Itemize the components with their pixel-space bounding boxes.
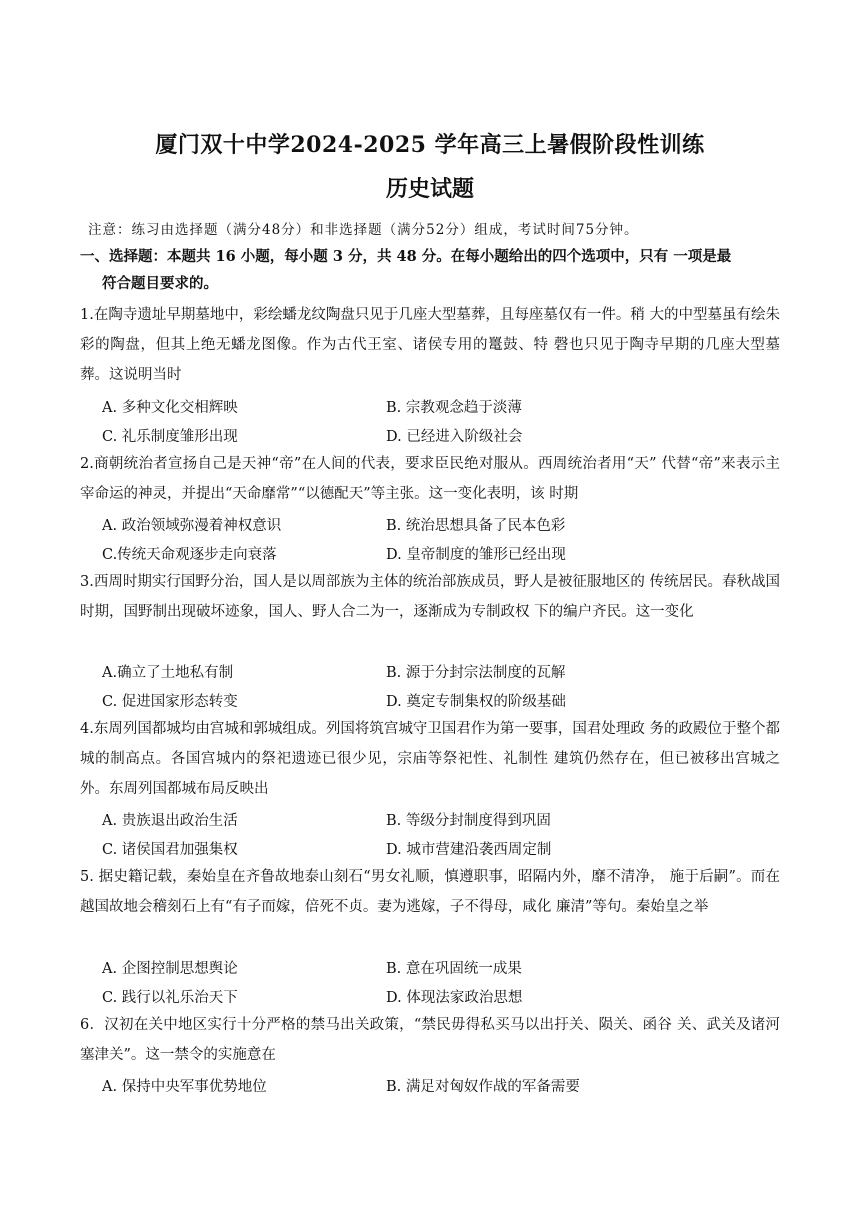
exam-title: 厦门双十中学2024-2025 学年高三上暑假阶段性训练: [155, 132, 705, 158]
q4-option-a: A. 贵族退出政治生活: [102, 813, 238, 829]
q5-option-b: B. 意在巩固统一成果: [386, 961, 522, 977]
q1-option-a: A. 多种文化交相辉映: [102, 400, 238, 416]
question-4: 4.东周列国都城均由宫城和郭城组成。列国将筑宫城守卫国君作为第一要事，国君处理政 务的政殿位于整个都城的制高点。各国宫城内的祭祀遗迹已很少见，宗庙等祭祀性、礼制性 建筑仍然存在，但已被移出宫城之外。东周列国都城布局反映出: [80, 721, 780, 797]
question-2: 2.商朝统治者宣扬自己是天神“帝”在人间的代表，要求臣民绝对服从。西周统治者用“天” 代替“帝”来表示主宰命运的神灵，并提出“天命靡常”“以德配天”等主张。这一变化表明，该 时期: [80, 456, 780, 502]
q3-option-c: C. 促进国家形态转变: [102, 694, 238, 710]
q3-option-d: D. 奠定专制集权的阶级基础: [386, 694, 566, 710]
section-heading-cont: 符合题目要求的。: [102, 275, 218, 292]
q4-option-d: D. 城市营建沿袭西周定制: [386, 842, 552, 858]
q6-option-a: A. 保持中央军事优势地位: [102, 1079, 267, 1095]
q2-option-d: D. 皇帝制度的雏形已经出现: [386, 547, 566, 563]
question-6: 6．汉初在关中地区实行十分严格的禁马出关政策，“禁民毋得私买马以出扜关、陨关、函谷 关、武关及诸河塞津关”。这一禁令的实施意在: [80, 1017, 780, 1063]
q2-option-b: B. 统治思想具备了民本色彩: [386, 518, 566, 534]
q5-option-c: C. 践行以礼乐治天下: [102, 990, 238, 1006]
q3-option-a: A.确立了土地私有制: [102, 665, 234, 681]
q3-option-b: B. 源于分封宗法制度的瓦解: [386, 665, 566, 681]
subject-title: 历史试题: [385, 176, 474, 202]
q4-option-b: B. 等级分封制度得到巩固: [386, 813, 551, 829]
q4-option-c: C. 诸侯国君加强集权: [102, 842, 238, 858]
q1-option-d: D. 已经进入阶级社会: [386, 429, 523, 445]
q2-option-a: A. 政治领域弥漫着神权意识: [102, 518, 282, 534]
q5-option-d: D. 体现法家政治思想: [386, 990, 523, 1006]
q2-option-c: C.传统天命观逐步走向衰落: [102, 547, 277, 563]
section-heading: 一、选择题：本题共 16 小题，每小题 3 分，共 48 分。在每小题给出的四个选项中，只有 一项是最: [80, 248, 732, 265]
question-3: 3.西周时期实行国野分治，国人是以周部族为主体的统治部族成员，野人是被征服地区的 传统居民。春秋战国时期，国野制出现破坏迹象，国人、野人合二为一，逐渐成为专制政权 下的编户齐民。这一变化: [80, 574, 780, 620]
q5-option-a: A. 企图控制思想舆论: [102, 961, 238, 977]
q1-option-c: C. 礼乐制度雏形出现: [102, 429, 238, 445]
question-1: 1.在陶寺遗址早期墓地中，彩绘蟠龙纹陶盘只见于几座大型墓葬，且每座墓仅有一件。稍 大的中型墓虽有绘朱彩的陶盘，但其上绝无蟠龙图像。作为古代王室、诸侯专用的鼍鼓、特 磬也只见于陶寺早期的几座大型墓葬。这说明当时: [80, 307, 780, 383]
question-5: 5. 据史籍记载，秦始皇在齐鲁故地泰山刻石“男女礼顺，慎遵职事，昭隔内外，靡不清净， 施于后嗣”。而在越国故地会稽刻石上有“有子而嫁，倍死不贞。妻为逃嫁，子不得母，咸化 廉清”等句。秦始皇之举: [80, 869, 780, 915]
q1-option-b: B. 宗教观念趋于淡薄: [386, 400, 522, 416]
exam-notice: 注意：练习由选择题（满分48分）和非选择题（满分52分）组成，考试时间75分钟。: [88, 222, 639, 238]
q6-option-b: B. 满足对匈奴作战的军备需要: [386, 1079, 580, 1095]
